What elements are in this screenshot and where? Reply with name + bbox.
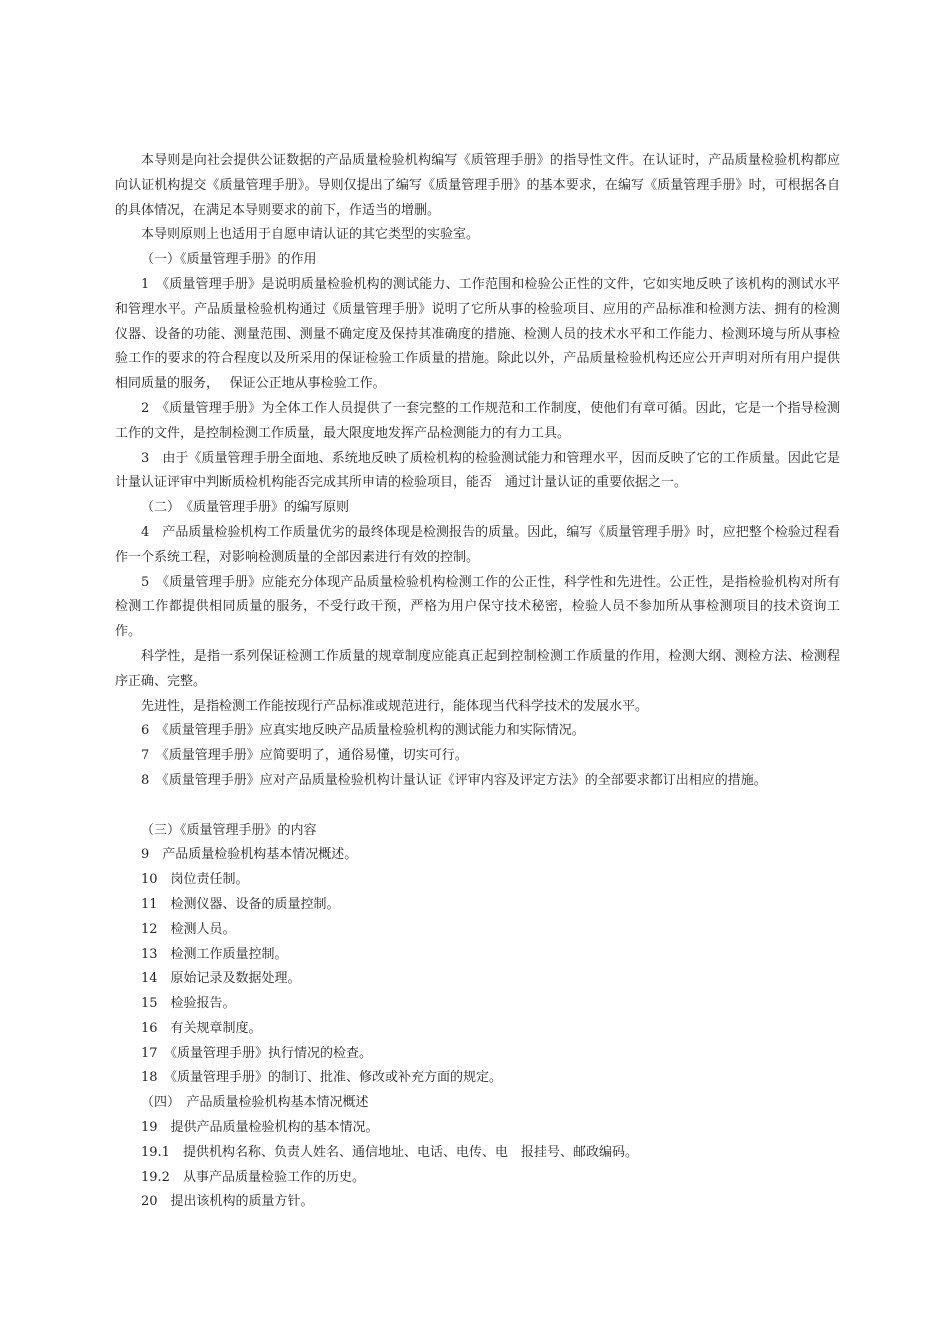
body-paragraph: 先进性，是指检测工作能按现行产品标准或规范进行，能体现当代科学技术的发展水平。 [141, 698, 649, 714]
document-page [115, 149, 840, 1215]
list-item: （一）《质量管理手册》的作用 [141, 252, 317, 268]
body-paragraph: 5 《质量管理手册》应能充分体现产品质量检验机构检测工作的公正性，科学性和先进性。公正性，是指检验机构对所有检测工作都提供相同质量的服务，不受行政干预，严格为用户保守技术秘密，检验人员不参加所从事检测项目的技术资询工作。 [115, 574, 840, 640]
blank-line [115, 794, 840, 819]
list-item: 9 产品质量检验机构基本情况概述。 [141, 847, 358, 863]
body-paragraph: 4 产品质量检验机构工作质量优劣的最终体现是检测报告的质量。因此，编写《质量管理手册》时，应把整个检验过程看作一个系统工程，对影响检测质量的全部因素进行有效的控制。 [115, 524, 840, 565]
list-item: 11 检测仪器、设备的质量控制。 [141, 896, 340, 912]
list-item: 7 《质量管理手册》应简要明了，通俗易懂，切实可行。 [141, 748, 468, 764]
body-paragraph: 2 《质量管理手册》为全体工作人员提供了一套完整的工作规范和工作制度，使他们有章可循。因此，它是一个指导检测工作的文件，是控制检测工作质量，最大限度地发挥产品检测能力的有力工具。 [115, 400, 840, 441]
list-item: （三）《质量管理手册》的内容 [141, 822, 317, 838]
list-item: 16 有关规章制度。 [141, 1020, 262, 1036]
body-paragraph: 本导则是向社会提供公证数据的产品质量检验机构编写《质管理手册》的指导性文件。在认证时，产品质量检验机构都应向认证机构提交《质量管理手册》。导则仅提出了编写《质量管理手册》的基本要求，在编写《质量管理手册》时，可根据各自的具体情况，在满足本导则要求的前下，作适当的增删。 [115, 153, 840, 218]
list-item: （二） 《质量管理手册》的编写原则 [141, 500, 350, 516]
body-paragraph: 科学性，是指一系列保证检测工作质量的规章制度应能真正起到控制检测工作质量的作用，检测大纲、测检方法、检测程序正确、完整。 [115, 648, 840, 689]
body-paragraph: 1 《质量管理手册》是说明质量检验机构的测试能力、工作范围和检验公正性的文件，它如实地反映了该机构的测试水平和管理水平。产品质量检验机构通过《质量管理手册》说明了它所从事的检验项目、应用的产品标准和检测方法、拥有的检测仪器、设备的功能、测量范围、测量不确定度及保持其准确度的措施、检测人员的技术水平和工作能力、检测环境与所从事检验工作的要求的符合程度以及所采用的保证检验工作质量的措施。除此以外，产品质量检验机构还应公开声明对所有用户提供相同质量的服务， 保证公正地从事检验工作。 [115, 276, 840, 392]
list-item: 17 《质量管理手册》执行情况的检查。 [141, 1045, 373, 1061]
list-item: （四） 产品质量检验机构基本情况概述 [141, 1095, 369, 1111]
list-item: 15 检验报告。 [141, 996, 236, 1012]
list-item: 19.2 从事产品质量检验工作的历史。 [141, 1169, 365, 1185]
list-item: 8 《质量管理手册》应对产品质量检验机构计量认证《评审内容及评定方法》的全部要求都订出相应的措施。 [141, 772, 767, 788]
body-paragraph: 本导则原则上也适用于自愿申请认证的其它类型的实验室。 [141, 227, 480, 243]
list-item: 20 提出该机构的质量方针。 [141, 1194, 314, 1210]
list-item: 12 检测人员。 [141, 921, 236, 937]
list-item: 13 检测工作质量控制。 [141, 946, 288, 962]
list-item: 14 原始记录及数据处理。 [141, 971, 301, 987]
list-item: 18 《质量管理手册》的制订、批准、修改或补充方面的规定。 [141, 1070, 503, 1086]
list-item: 19 提供产品质量检验机构的基本情况。 [141, 1120, 379, 1136]
list-item: 10 岗位责任制。 [141, 872, 249, 888]
body-paragraph: 3 由于《质量管理手册全面地、系统地反映了质检机构的检验测试能力和管理水平，因而反映了它的工作质量。因此它是计量认证评审中判断质检机构能否完成其所申请的检验项目，能否 通过计量认证的重要依据之一。 [115, 450, 840, 491]
list-item: 6 《质量管理手册》应真实地反映产品质量检验机构的测试能力和实际情况。 [141, 723, 585, 739]
list-item: 19.1 提供机构名称、负责人姓名、通信地址、电话、电传、电 报挂号、邮政编码。 [141, 1144, 638, 1160]
